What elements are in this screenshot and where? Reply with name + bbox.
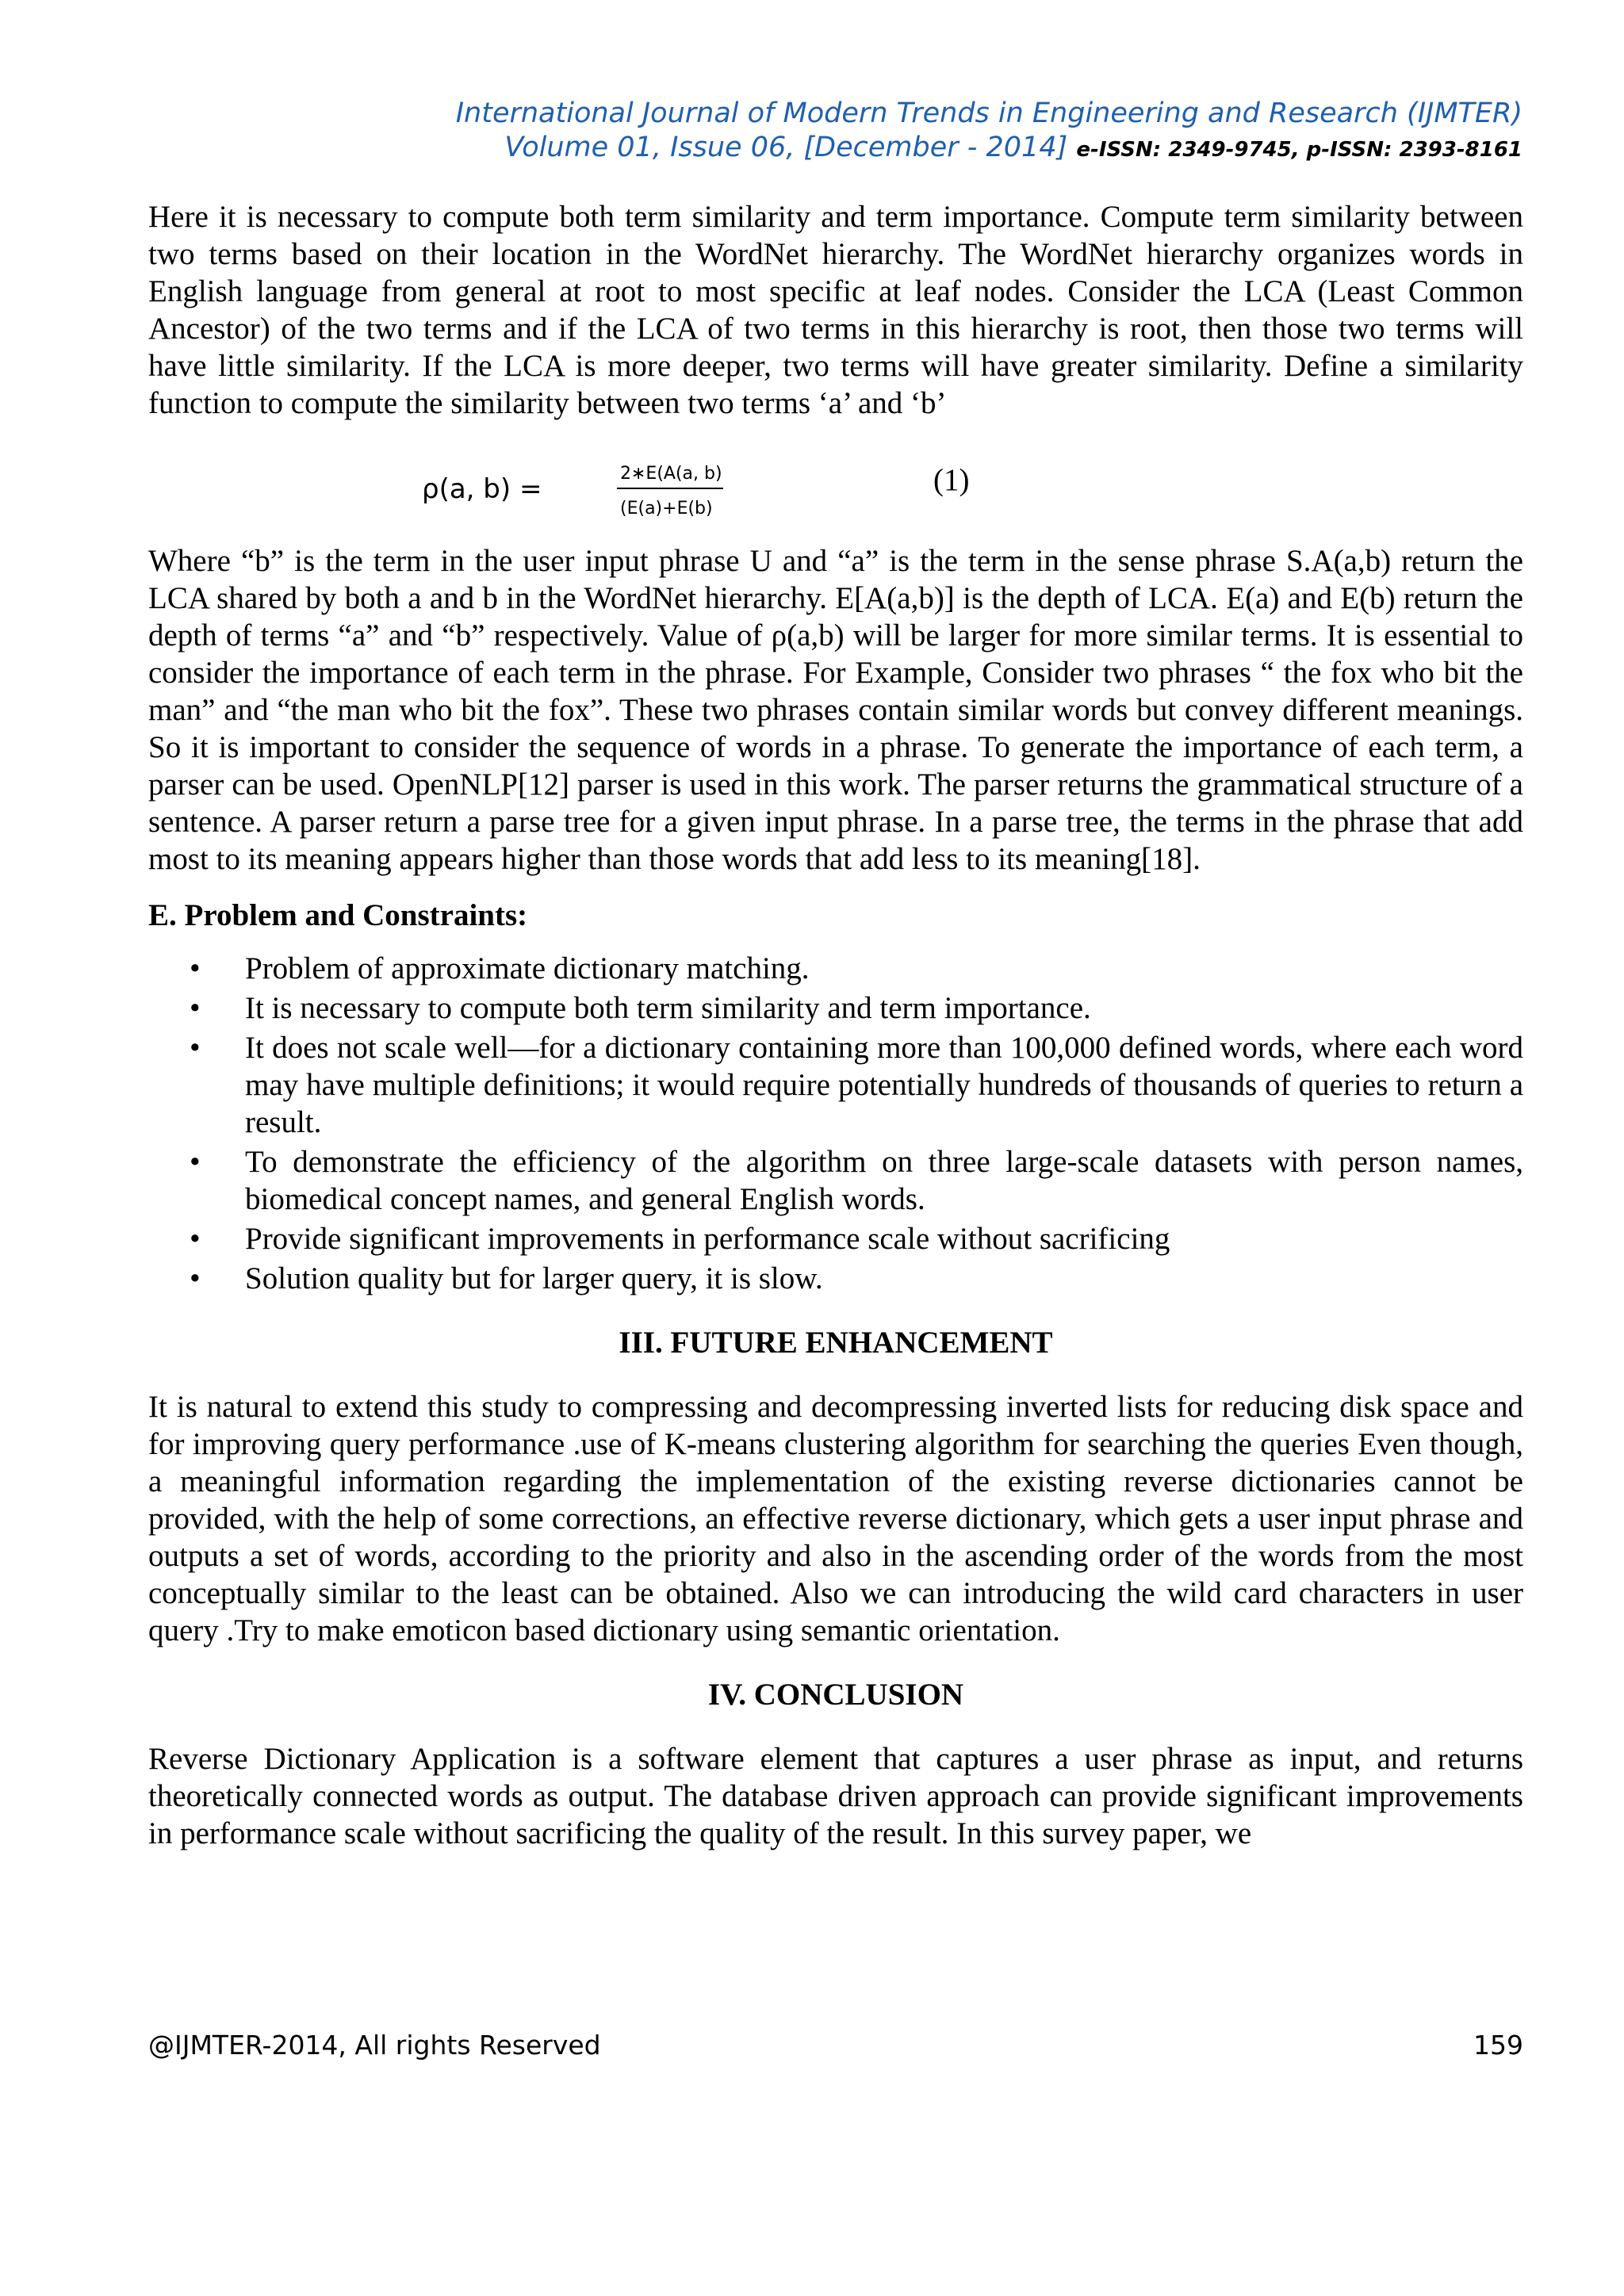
article-body xyxy=(148,198,1523,1852)
bullet-icon: • xyxy=(190,1145,201,1179)
journal-volume: Volume 01, Issue 06, [December - 2014] xyxy=(504,132,1068,163)
list-item: • It does not scale well—for a dictionary containing more than 100,000 defined words, where each word may have multiple definitions; it would require potentially hundreds of thousands of queries to return a result. xyxy=(190,1031,1523,1139)
subsection-heading: E. Problem and Constraints: xyxy=(148,898,528,932)
constraints-list xyxy=(148,950,1523,1297)
page-number: 159 xyxy=(1473,2030,1523,2061)
journal-header xyxy=(456,97,1522,167)
bullet-icon: • xyxy=(190,1261,201,1295)
section-heading-future: III. FUTURE ENHANCEMENT xyxy=(619,1326,1053,1360)
list-item: • Problem of approximate dictionary matching. xyxy=(190,951,810,985)
list-item: • It is necessary to compute both term similarity and term importance. xyxy=(190,991,1091,1025)
section-heading-conclusion: IV. CONCLUSION xyxy=(707,1678,964,1712)
formula-denominator: (E(a)+E(b) xyxy=(620,499,713,519)
list-item: • Solution quality but for larger query, it is slow. xyxy=(190,1261,823,1295)
paragraph-conclusion: Reverse Dictionary Application is a software element that captures a user phrase as input, and returns theoretically connected words as output. The database driven approach can provide significant improvements in performance scale without sacrificing the quality of the result. In this survey paper, we xyxy=(148,1742,1523,1850)
journal-title: International Journal of Modern Trends in Engineering and Research (IJMTER) xyxy=(455,98,1522,129)
list-item: • To demonstrate the efficiency of the algorithm on three large-scale datasets with person names, biomedical concept names, and general English words. xyxy=(190,1145,1523,1216)
formula-lhs: ρ(a, b) = xyxy=(422,473,542,505)
bullet-icon: • xyxy=(190,991,201,1025)
list-item: • Provide significant improvements in performance scale without sacrificing xyxy=(190,1222,1170,1256)
paragraph-lca-explanation: Where “b” is the term in the user input phrase U and “a” is the term in the sense phrase S.A(a,b) return the LCA shared by both a and b in the WordNet hierarchy. E[A(a,b)] is the depth of LCA. E(a) and E(b) return the depth of terms “a” and “b” respectively. Value of ρ(a,b) will be larger for more similar terms. It is essential to consider the importance of each term in the phrase. For Example, Consider two phrases “ the fox who bit the man” and “the man who bit the fox”. These two phrases contain similar words but convey different meanings. So it is important to consider the sequence of words in a phrase. To generate the importance of each term, a parser can be used. OpenNLP[12] parser is used in this work. The parser returns the grammatical structure of a sentence. A parser return a parse tree for a given input phrase. In a parse tree, the terms in the phrase that add most to its meaning appears higher than those words that add less to its meaning[18]. xyxy=(148,544,1523,876)
bullet-icon: • xyxy=(190,951,201,985)
similarity-formula xyxy=(422,446,723,533)
formula-numerator: 2∗E(A(a, b) xyxy=(620,464,722,484)
equation-number: (1) xyxy=(933,463,970,497)
paragraph-future-enhancement: It is natural to extend this study to compressing and decompressing inverted lists for reducing disk space and for improving query performance .use of K-means clustering algorithm for searching the queries Even though, a meaningful information regarding the implementation of the existing reverse dictionaries cannot be provided, with the help of some corrections, an effective reverse dictionary, which gets a user input phrase and outputs a set of words, according to the priority and also in the ascending order of the words from the most conceptually similar to the least can be obtained. Also we can introducing the wild card characters in user query .Try to make emoticon based dictionary using semantic orientation. xyxy=(148,1390,1523,1647)
bullet-icon: • xyxy=(190,1031,201,1065)
journal-issn: e-ISSN: 2349-9745, p-ISSN: 2393-8161 xyxy=(1076,138,1522,162)
bullet-icon: • xyxy=(190,1222,201,1256)
journal-volume-line xyxy=(456,131,1522,167)
equation-1 xyxy=(148,441,1523,534)
copyright-notice: @IJMTER-2014, All rights Reserved xyxy=(148,2030,601,2061)
paragraph-term-similarity: Here it is necessary to compute both term similarity and term importance. Compute term similarity between two terms based on their location in the WordNet hierarchy. The WordNet hierarchy organizes words in English language from general at root to most specific at leaf nodes. Consider the LCA (Least Common Ancestor) of the two terms and if the LCA of two terms in this hierarchy is root, then those two terms will have little similarity. If the LCA is more deeper, two terms will have greater similarity. Define a similarity function to compute the similarity between two terms ‘a’ and ‘b’ xyxy=(148,200,1523,420)
